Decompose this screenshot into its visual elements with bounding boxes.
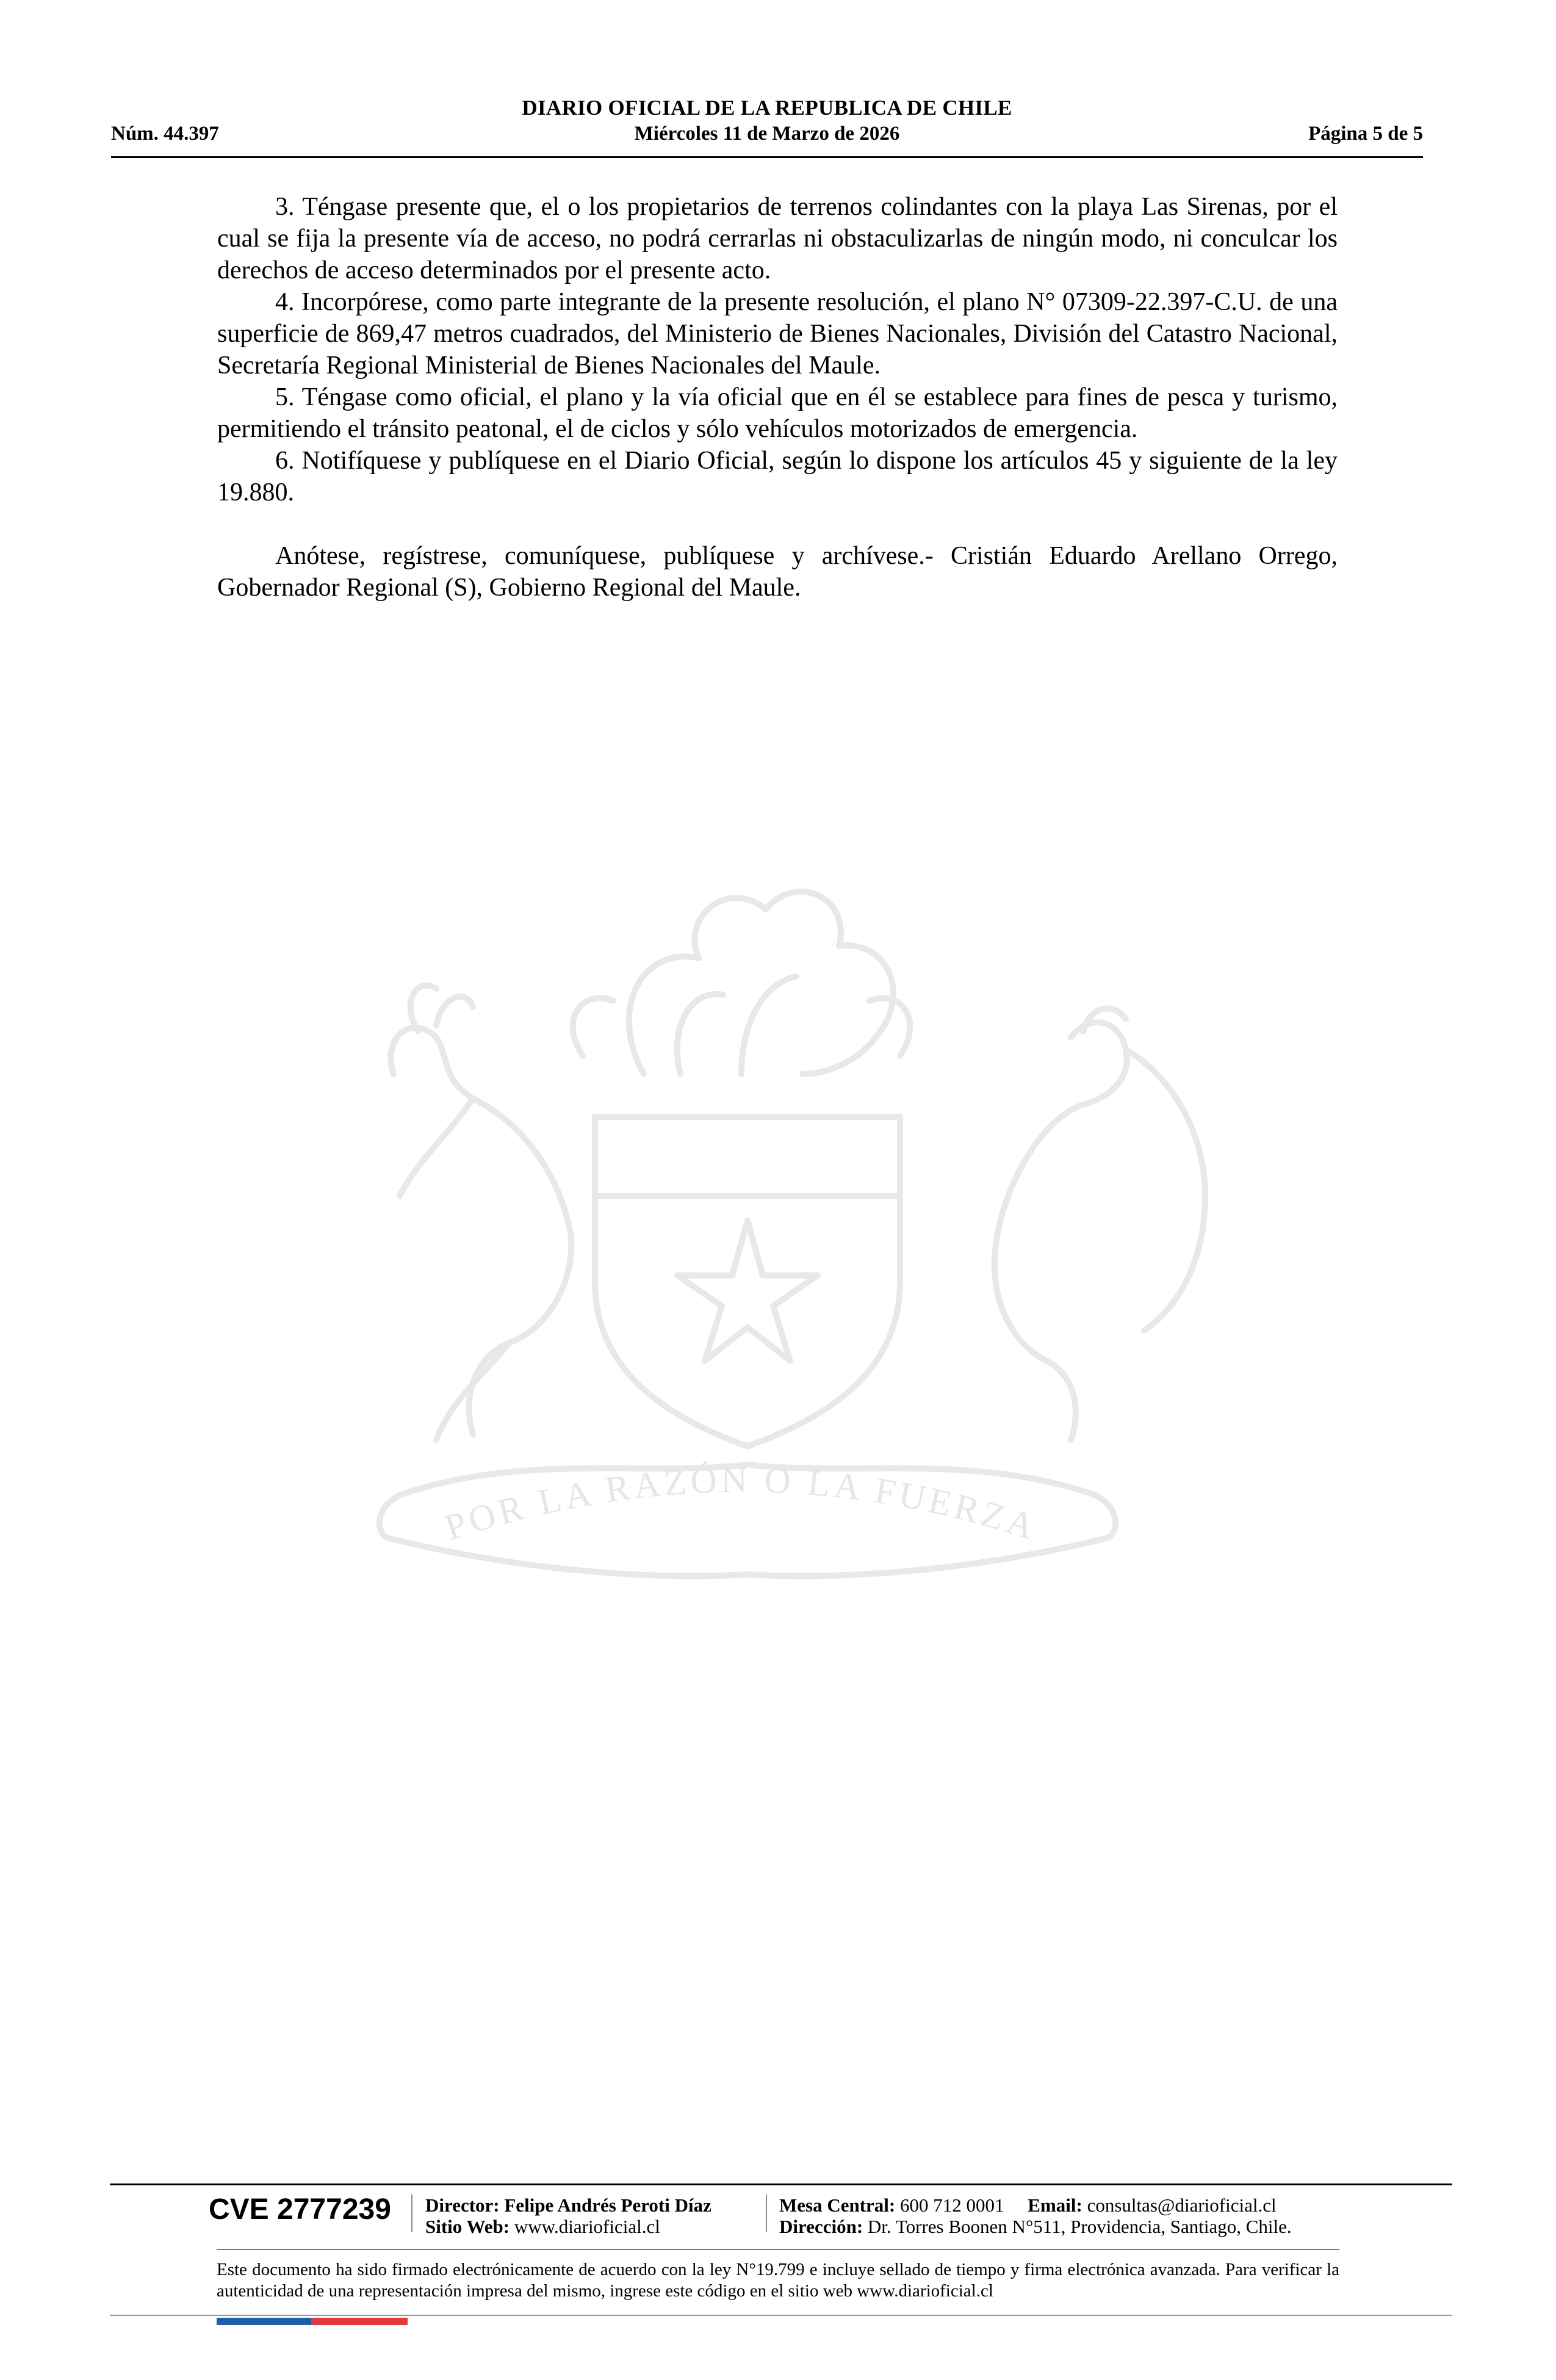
director-name: Felipe Andrés Peroti Díaz [504, 2194, 711, 2216]
footer-separator [766, 2194, 767, 2232]
web-link[interactable]: www.diarioficial.cl [514, 2216, 660, 2237]
document-body [217, 191, 1338, 604]
cve-code: CVE 2777239 [209, 2193, 391, 2226]
issue-date: Miércoles 11 de Marzo de 2026 [634, 123, 900, 145]
footer-contact-block [779, 2194, 1292, 2237]
coat-of-arms-watermark [217, 854, 1266, 1666]
address-label: Dirección: [779, 2216, 863, 2237]
page-indicator: Página 5 de 5 [1308, 123, 1423, 145]
footer-top-divider [110, 2183, 1452, 2185]
paragraph-3: 3. Téngase presente que, el o los propietarios de terrenos colindantes con la playa Las Sirenas, por el cual se fija la presente vía de acceso, no podrá cerrarlas ni obstaculizarlas de ningún modo, ni conculcar los derechos de acceso determinados por el presente acto. [217, 193, 1338, 284]
page-header [111, 95, 1423, 159]
director-label: Director: [425, 2194, 500, 2216]
footer-bottom-divider [110, 2315, 1452, 2316]
phone-label: Mesa Central: [779, 2194, 896, 2216]
paragraph-6: 6. Notifíquese y publíquese en el Diario Oficial, según lo dispone los artículos 45 y siguiente de la ley 19.880. [217, 447, 1338, 507]
address-value: Dr. Torres Boonen N°511, Providencia, Santiago, Chile. [867, 2216, 1292, 2237]
flag-stripe-blue [217, 2318, 311, 2325]
footer-separator [411, 2194, 412, 2232]
email-label: Email: [1028, 2194, 1082, 2216]
signature-disclaimer: Este documento ha sido firmado electrónicamente de acuerdo con la ley N°19.799 e incluye sellado de tiempo y firma electrónica avanzada. Para verificar la autenticidad de una representación impresa del mismo, ingrese este código en el sitio web www.diarioficial.cl [217, 2260, 1339, 2301]
email-link[interactable]: consultas@diarioficial.cl [1087, 2194, 1277, 2216]
publication-title: DIARIO OFICIAL DE LA REPUBLICA DE CHILE [522, 96, 1012, 120]
web-label: Sitio Web: [425, 2216, 510, 2237]
footer-mid-divider [217, 2249, 1339, 2250]
issue-number: Núm. 44.397 [111, 123, 219, 145]
phone-value: 600 712 0001 [900, 2194, 1004, 2216]
header-divider [111, 156, 1423, 158]
closing-signature: Anótese, regístrese, comuníquese, publíquese y archívese.- Cristián Eduardo Arellano Orrego, Gobernador Regional (S), Gobierno Regional del Maule. [217, 542, 1338, 602]
flag-stripe-red [311, 2318, 408, 2325]
footer-director-block [425, 2194, 711, 2237]
paragraph-4: 4. Incorpórese, como parte integrante de la presente resolución, el plano N° 07309-22.397-C.U. de una superficie de 869,47 metros cuadrados, del Ministerio de Bienes Nacionales, División del Catastro Nacional, Secretaría Regional Ministerial de Bienes Nacionales del Maule. [217, 288, 1338, 380]
motto-text: POR LA RAZÓN O LA FUERZA [440, 1459, 1043, 1548]
paragraph-5: 5. Téngase como oficial, el plano y la vía oficial que en él se establece para fines de pesca y turismo, permitiendo el tránsito peatonal, el de ciclos y sólo vehículos motorizados de emergencia. [217, 383, 1338, 443]
